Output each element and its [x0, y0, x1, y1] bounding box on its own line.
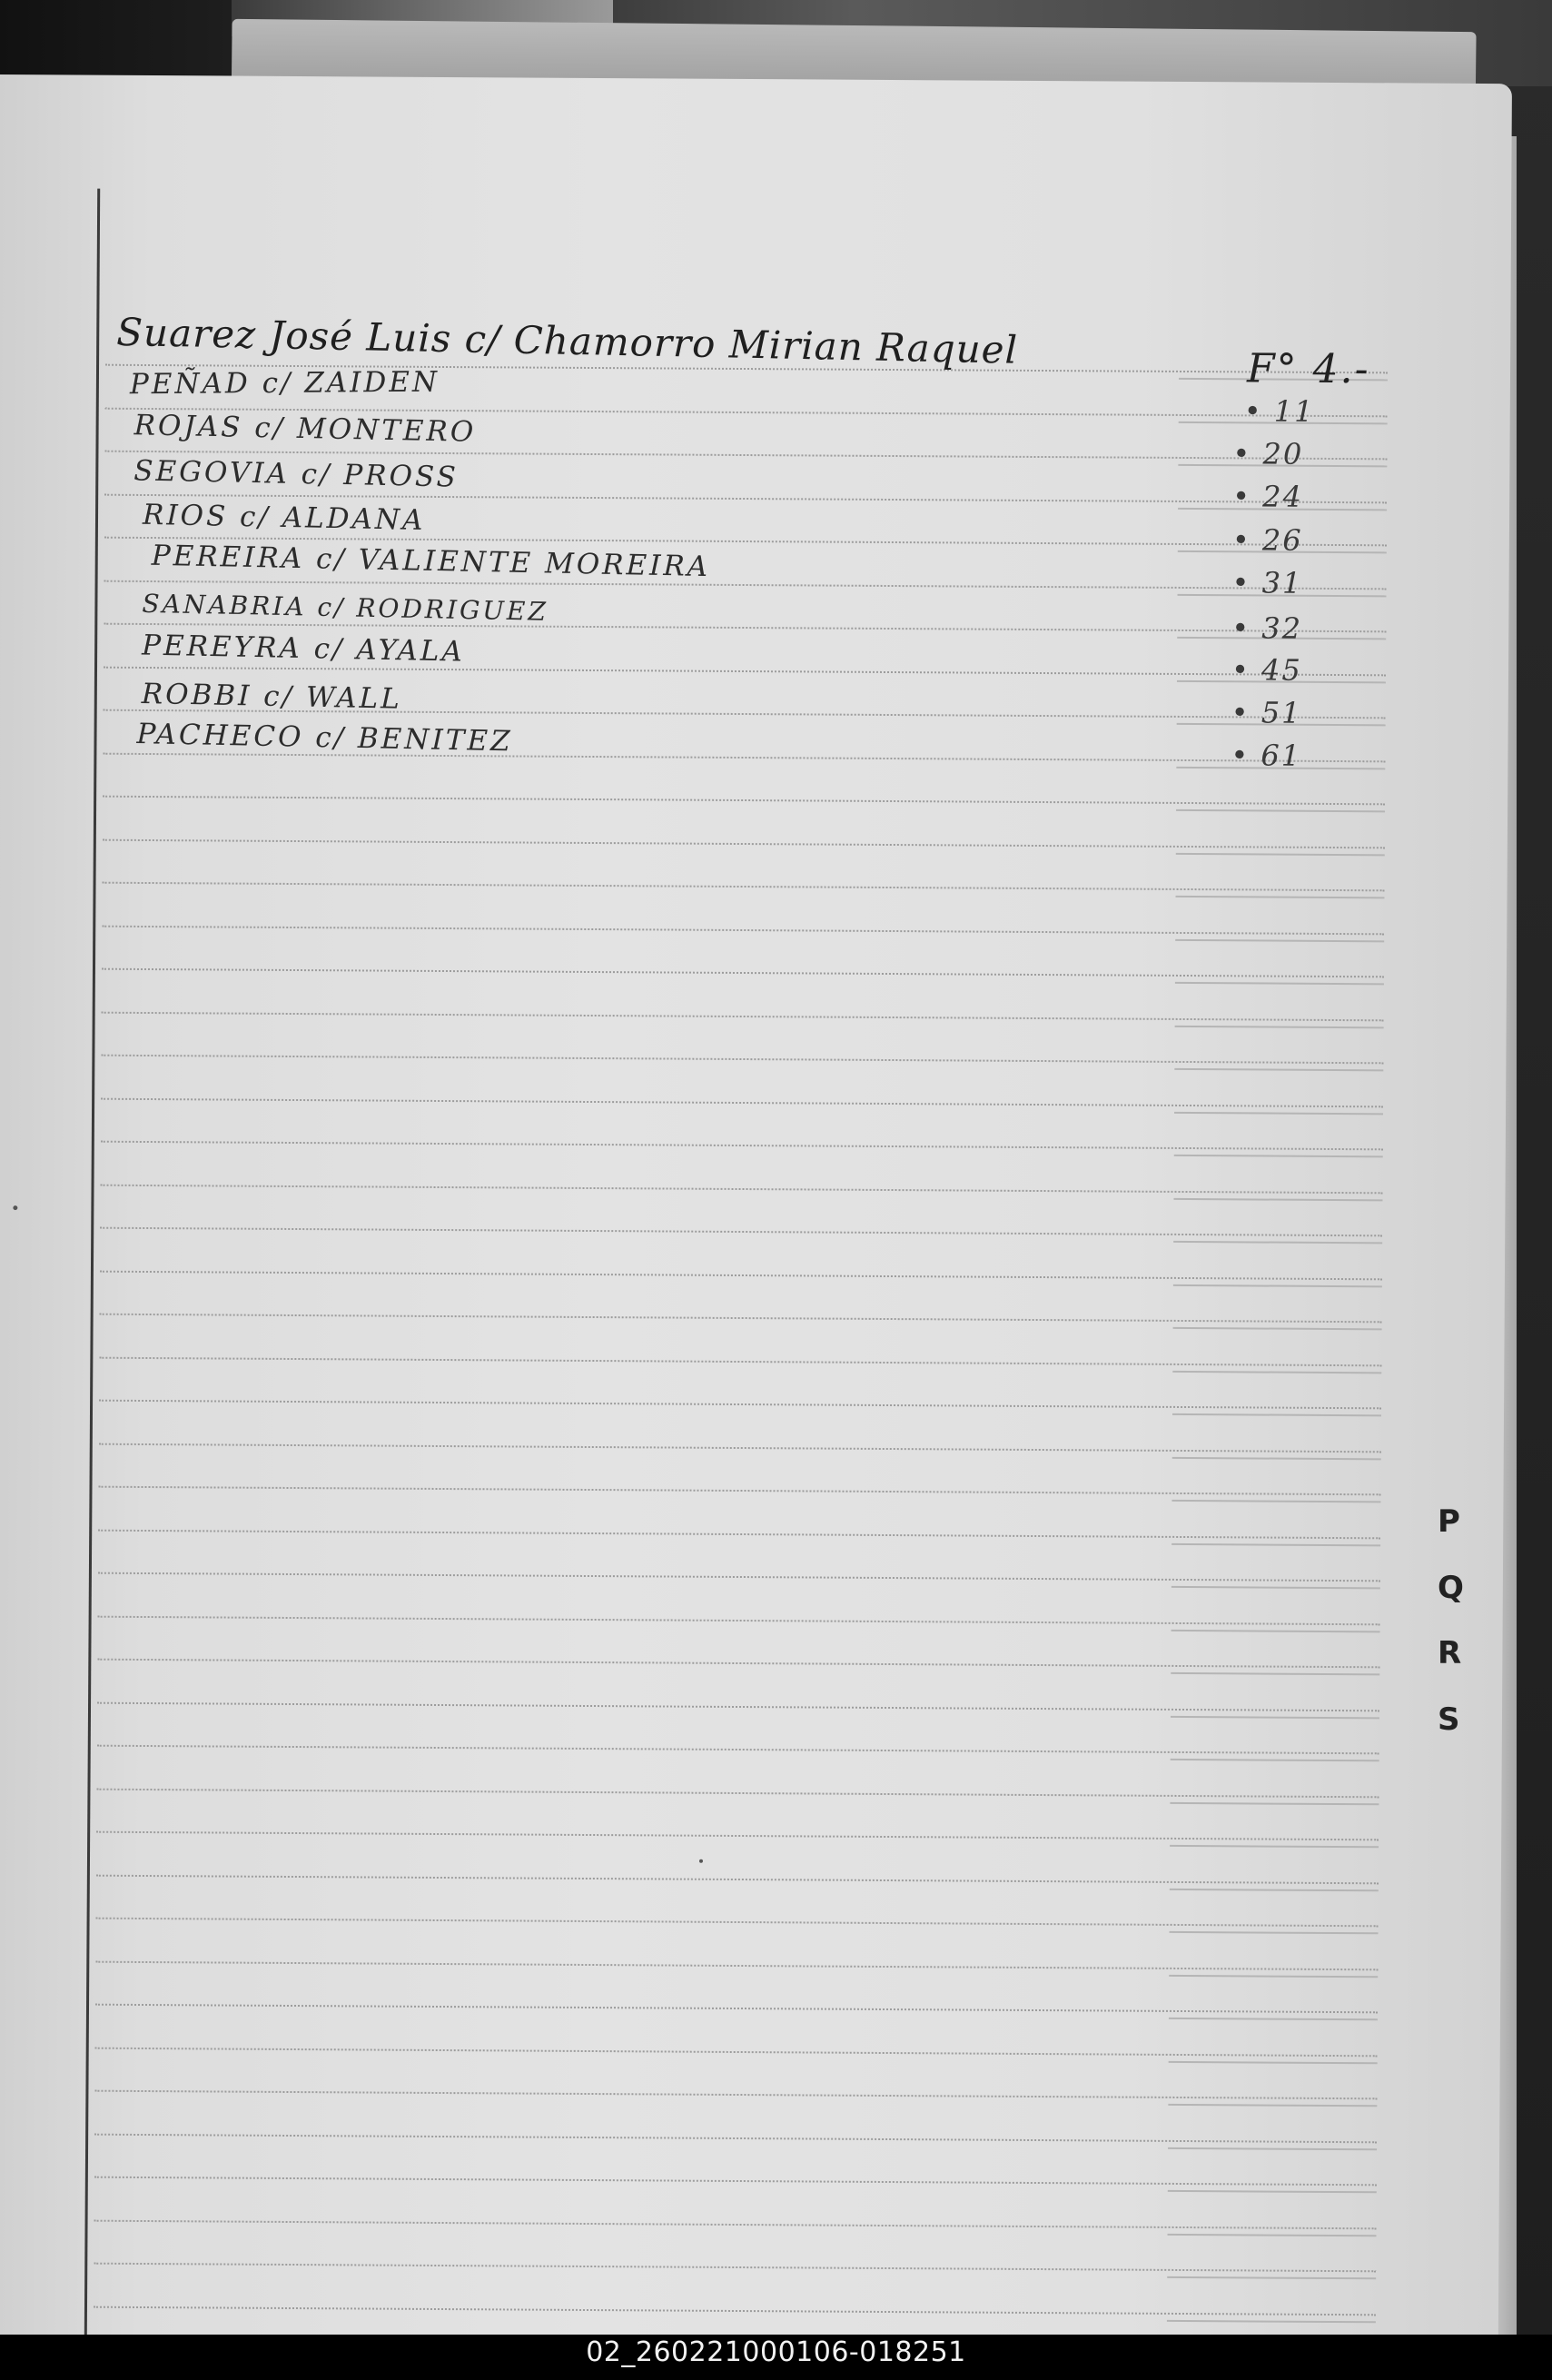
folio-column-rule	[1176, 853, 1385, 856]
ruled-line	[97, 1745, 1379, 1755]
folio-column-rule	[1173, 1284, 1382, 1287]
folio-column-rule	[1171, 1759, 1379, 1761]
ruled-line	[101, 1185, 1383, 1195]
ruled-line	[94, 2220, 1377, 2230]
paper-speck	[699, 1859, 703, 1863]
folio-column-rule	[1172, 1371, 1381, 1373]
ruled-line	[104, 667, 1386, 677]
entry-folio: • 24	[1232, 479, 1304, 514]
ruled-line	[99, 1443, 1381, 1453]
folio-column-rule	[1167, 2234, 1376, 2236]
entry-name: ROJAS c/ MONTERO	[133, 409, 477, 449]
entry-folio: F° 4.-	[1246, 345, 1370, 393]
index-tab-letter-r: R	[1438, 1635, 1462, 1671]
folio-column-rule	[1173, 1327, 1382, 1330]
ruled-line	[100, 1314, 1382, 1324]
folio-column-rule	[1169, 2018, 1378, 2020]
entry-folio: • 11	[1243, 393, 1315, 429]
entry-name: PEÑAD c/ ZAIDEN	[129, 365, 440, 402]
entry-folio: • 61	[1231, 738, 1302, 773]
ruled-line	[94, 2177, 1377, 2187]
ruled-line	[100, 1271, 1382, 1281]
ruled-line	[100, 1227, 1382, 1237]
ruled-line	[103, 753, 1385, 763]
folio-column-rule	[1171, 1500, 1380, 1502]
ruled-line	[95, 2048, 1378, 2058]
folio-column-rule	[1169, 2061, 1378, 2064]
ruled-line	[95, 1961, 1378, 1971]
folio-column-rule	[1170, 1931, 1379, 1934]
folio-column-rule	[1172, 1413, 1381, 1416]
folio-column-rule	[1175, 939, 1384, 942]
ruled-line	[96, 1831, 1379, 1841]
ruled-line	[99, 1400, 1381, 1410]
ruled-line	[102, 926, 1384, 936]
folio-column-rule	[1174, 1112, 1383, 1115]
folio-column-rule	[1172, 1457, 1381, 1460]
folio-column-rule	[1175, 982, 1384, 985]
folio-column-rule	[1173, 1241, 1382, 1244]
entry-folio: • 51	[1231, 695, 1302, 730]
entry-folio: • 32	[1231, 610, 1303, 646]
folio-column-rule	[1168, 2147, 1377, 2150]
folio-column-rule	[1170, 1889, 1379, 1891]
ruled-line	[101, 1055, 1383, 1065]
ruled-line	[98, 1486, 1380, 1496]
index-tab-letter-q: Q	[1438, 1570, 1464, 1606]
entry-folio: • 45	[1231, 652, 1302, 688]
folio-column-rule	[1167, 2276, 1376, 2279]
ruled-line	[101, 1141, 1383, 1151]
entry-name: SANABRIA c/ RODRIGUEZ	[142, 588, 549, 627]
ruled-line	[99, 1357, 1381, 1367]
ruled-line	[98, 1530, 1380, 1540]
folio-column-rule	[1168, 2104, 1377, 2107]
ruled-line	[98, 1572, 1380, 1582]
folio-column-rule	[1167, 2320, 1376, 2323]
folio-column-rule	[1171, 1586, 1380, 1589]
folio-column-rule	[1175, 1026, 1384, 1028]
ruled-line	[104, 623, 1386, 633]
folio-column-rule	[1176, 809, 1385, 812]
ruled-line	[96, 1789, 1379, 1799]
ruled-line	[94, 2090, 1377, 2100]
ruled-line	[103, 882, 1385, 892]
folio-column-rule	[1171, 1672, 1379, 1675]
ruled-line	[94, 2306, 1376, 2316]
entry-name: Suarez José Luis c/ Chamorro Mirian Raquel	[115, 309, 1019, 372]
folio-column-rule	[1171, 1543, 1380, 1546]
entry-name: PEREYRA c/ AYALA	[141, 629, 466, 669]
ruled-line	[102, 1012, 1384, 1022]
entry-folio: • 26	[1231, 522, 1303, 558]
ruled-line	[96, 1875, 1379, 1885]
folio-column-rule	[1170, 1802, 1379, 1805]
entry-name: RIOS c/ ALDANA	[142, 498, 426, 538]
ruled-line	[104, 580, 1387, 590]
folio-column-rule	[1171, 1716, 1379, 1719]
ruled-line	[102, 968, 1384, 978]
folio-column-rule	[1170, 1845, 1379, 1848]
ruled-line	[103, 796, 1385, 806]
entry-name: PACHECO c/ BENITEZ	[136, 718, 513, 759]
ruled-line	[97, 1702, 1379, 1712]
index-tab-letter-p: P	[1438, 1503, 1460, 1540]
folio-column-rule	[1173, 1198, 1382, 1201]
folio-column-rule	[1169, 1975, 1378, 1978]
folio-column-rule	[1174, 1068, 1383, 1071]
ruled-line	[101, 1098, 1383, 1108]
entry-folio: • 31	[1231, 565, 1303, 600]
entry-name: PEREIRA c/ VALIENTE MOREIRA	[151, 539, 711, 584]
ruled-line	[98, 1616, 1380, 1626]
scan-caption: 02_260221000106-018251	[586, 2336, 966, 2368]
folio-column-rule	[1168, 2190, 1377, 2193]
ruled-line	[97, 1659, 1379, 1669]
paper-speck	[13, 1205, 17, 1210]
index-tab-letter-s: S	[1438, 1701, 1460, 1738]
ruled-line	[95, 2004, 1378, 2014]
ruled-line	[94, 2263, 1376, 2273]
margin-line	[84, 189, 100, 2380]
folio-column-rule	[1171, 1630, 1380, 1632]
folio-column-rule	[1174, 1155, 1383, 1157]
ruled-line	[96, 1918, 1379, 1928]
entry-name: SEGOVIA c/ PROSS	[133, 454, 460, 494]
entry-name: ROBBI c/ WALL	[141, 677, 403, 716]
ruled-line	[103, 839, 1385, 849]
folio-column-rule	[1175, 896, 1384, 898]
entry-folio: • 20	[1232, 436, 1304, 471]
ruled-line	[94, 2134, 1377, 2144]
notebook-page	[0, 74, 1512, 2344]
